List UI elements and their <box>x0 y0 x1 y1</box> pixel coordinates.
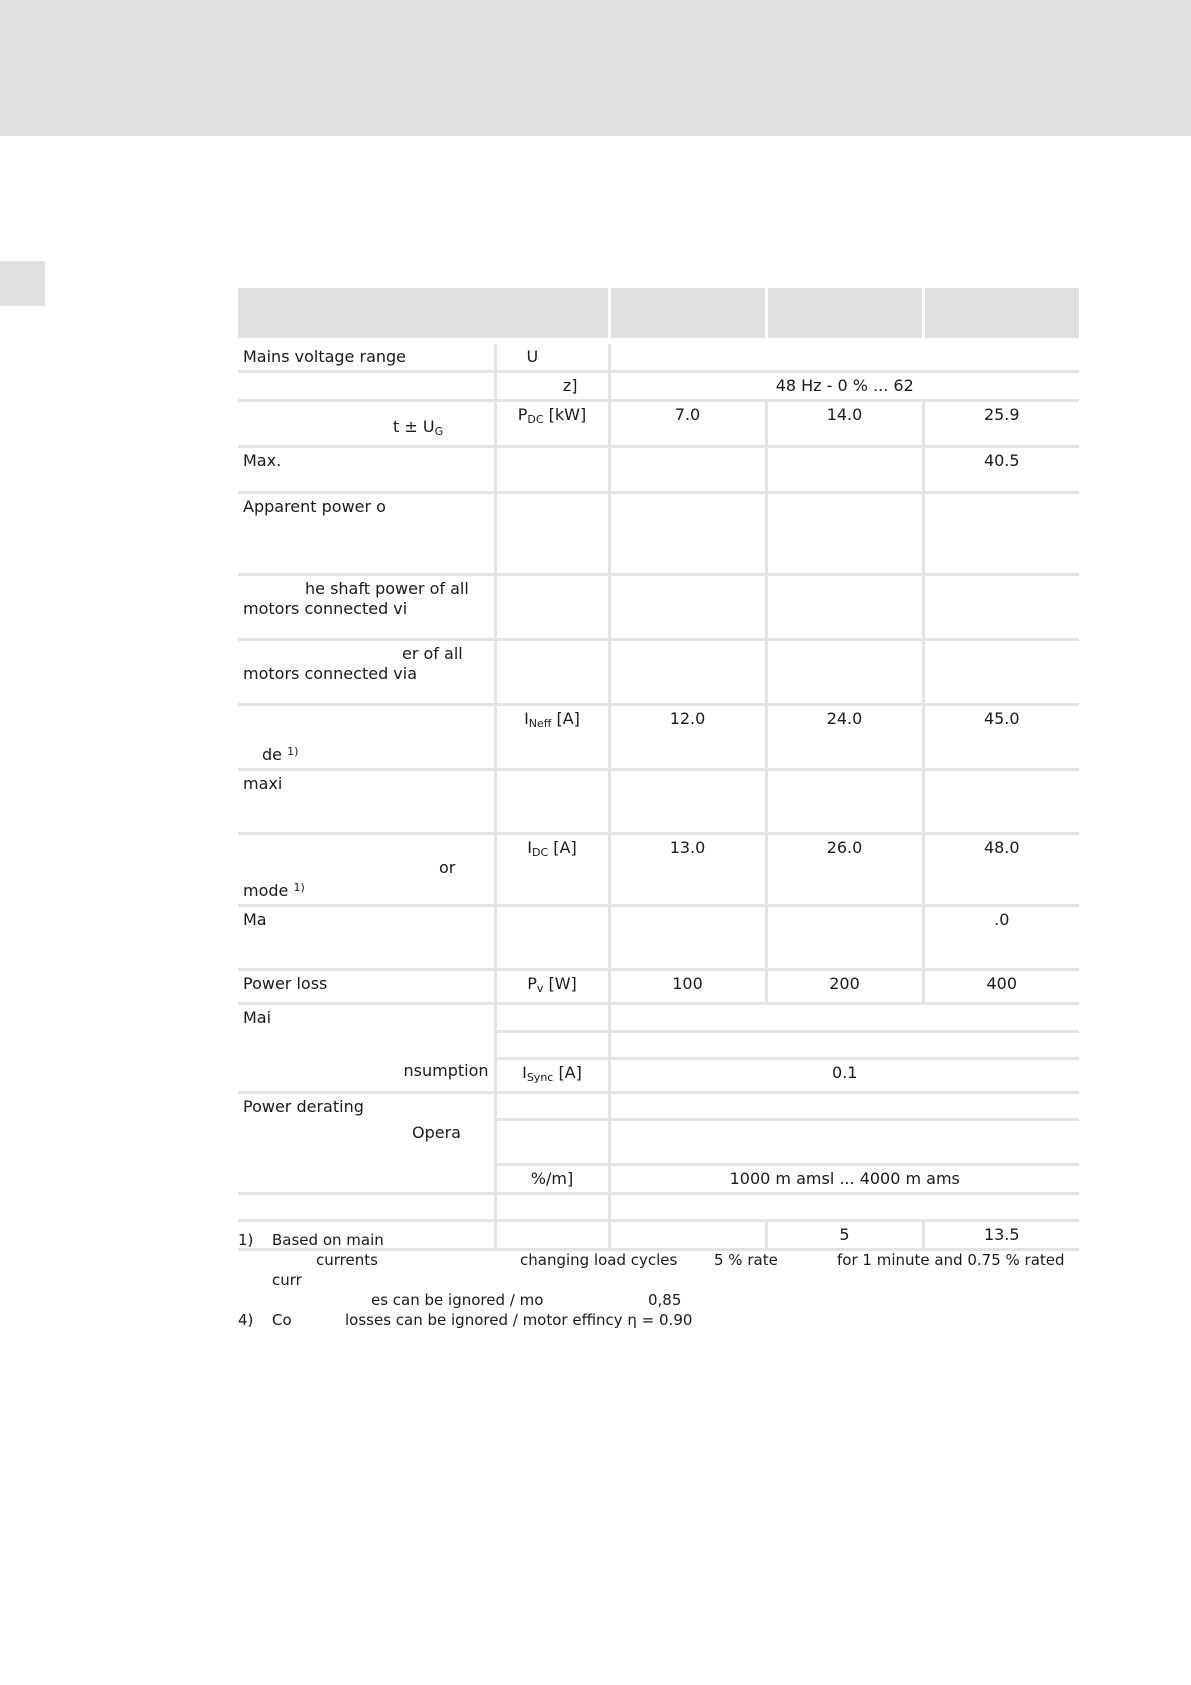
row-label: Ma <box>238 906 495 970</box>
row-value: 5 <box>766 1221 923 1250</box>
table-row <box>238 447 1079 493</box>
row-label <box>238 1031 495 1058</box>
row-label: Apparent power o <box>238 493 495 575</box>
footnote-text: es can be ignored / mo <box>371 1291 544 1309</box>
row-symbol <box>495 1092 609 1120</box>
row-label: Opera <box>412 1122 461 1142</box>
row-symbol <box>495 575 609 640</box>
row-symbol: $P_v$ [W] <box>495 970 609 1004</box>
row-value <box>766 770 923 834</box>
row-value: 40.5 <box>923 447 1079 493</box>
row-label: maxi <box>238 770 495 834</box>
table-row <box>238 341 1079 372</box>
footnote-line <box>238 1290 1079 1310</box>
row-label-line: motors connected via <box>243 664 418 683</box>
footnote-text: 0,85 <box>648 1291 682 1309</box>
row-value <box>923 575 1079 640</box>
table-row <box>238 1165 1079 1194</box>
row-value <box>923 493 1079 575</box>
row-label <box>238 575 495 640</box>
row-value: 48.0 <box>923 834 1079 906</box>
row-symbol: $I_{Neff}$ [A] <box>495 705 609 770</box>
table-row <box>238 1058 1079 1092</box>
table-row <box>238 906 1079 970</box>
row-value <box>609 493 766 575</box>
row-value <box>609 906 766 970</box>
row-label-line: mode $^{1)}$ <box>243 881 305 900</box>
row-label <box>238 372 495 401</box>
table-row <box>238 640 1079 705</box>
row-label: nsumption <box>238 1058 495 1092</box>
table-row <box>238 493 1079 575</box>
footnote-text: for 1 minute and 0.75 % rated <box>837 1251 1065 1269</box>
table-row <box>238 1092 1079 1120</box>
footnote-line <box>238 1250 1079 1270</box>
table-row <box>238 970 1079 1004</box>
footnote-text: curr <box>272 1271 302 1289</box>
table-row <box>238 401 1079 447</box>
footnote-text: changing load cycles <box>520 1251 678 1269</box>
row-value: 13.5 <box>923 1221 1079 1250</box>
row-symbol: $I_{DC}$ [A] <box>495 834 609 906</box>
table-header-row <box>238 288 1079 341</box>
footnote-text: 5 % rate <box>714 1251 778 1269</box>
row-value <box>766 640 923 705</box>
row-label-line: motors connected vi <box>243 599 408 618</box>
row-value: 100 <box>609 970 766 1004</box>
table-row <box>238 1120 1079 1165</box>
row-value: 45.0 <box>923 705 1079 770</box>
footnote-number: 1) <box>238 1231 254 1249</box>
row-symbol <box>495 770 609 834</box>
footnote-text: currents <box>316 1251 378 1269</box>
row-value: 26.0 <box>766 834 923 906</box>
row-value <box>923 640 1079 705</box>
row-value <box>923 770 1079 834</box>
row-value <box>609 1031 1079 1058</box>
row-symbol <box>495 1194 609 1221</box>
row-symbol: $I_{Sync}$ [A] <box>495 1058 609 1092</box>
row-value: 13.0 <box>609 834 766 906</box>
row-label: $t \pm U_G$ <box>238 401 495 447</box>
row-label <box>238 640 495 705</box>
footnote-line <box>238 1230 1079 1250</box>
row-label: Mains voltage range <box>238 341 495 372</box>
table-row <box>238 705 1079 770</box>
row-value <box>609 1120 1079 1165</box>
row-value <box>609 575 766 640</box>
footnote-number: 4) <box>238 1311 254 1329</box>
footnotes <box>238 1230 1079 1330</box>
table-row <box>238 575 1079 640</box>
row-symbol <box>495 493 609 575</box>
row-label: Max. <box>238 447 495 493</box>
footnote-text: losses can be ignored / motor effi <box>345 1311 597 1329</box>
row-value: 1000 m amsl ... 4000 m ams <box>609 1165 1079 1194</box>
header-cell-symbol <box>495 288 609 341</box>
row-value: 200 <box>766 970 923 1004</box>
row-symbol <box>495 906 609 970</box>
footnote-line <box>238 1310 1079 1330</box>
row-value: 48 Hz - 0 % ... 62 <box>609 372 1079 401</box>
footnote-line <box>238 1270 1079 1290</box>
row-value <box>609 1092 1079 1120</box>
table-row <box>238 372 1079 401</box>
header-cell-col1 <box>609 288 766 341</box>
footnote-text: ncy η = 0.90 <box>596 1311 693 1329</box>
header-cell-col2 <box>766 288 923 341</box>
row-value <box>609 640 766 705</box>
header-cell-label <box>238 288 495 341</box>
row-value <box>609 1194 1079 1221</box>
row-value: 14.0 <box>766 401 923 447</box>
table-row <box>238 770 1079 834</box>
row-value: 0.1 <box>609 1058 1079 1092</box>
row-symbol <box>495 1120 609 1165</box>
row-value <box>766 493 923 575</box>
table-row <box>238 834 1079 906</box>
row-value <box>609 447 766 493</box>
table-row <box>238 1031 1079 1058</box>
row-value <box>766 447 923 493</box>
spec-table <box>238 288 1079 1251</box>
row-label-line: or <box>439 858 456 877</box>
chapter-tab <box>0 261 45 306</box>
row-symbol: %/m] <box>495 1165 609 1194</box>
row-value: 25.9 <box>923 401 1079 447</box>
row-value: 7.0 <box>609 401 766 447</box>
row-label <box>238 1194 495 1221</box>
row-value: 12.0 <box>609 705 766 770</box>
row-label-line: er of all <box>402 644 463 663</box>
footnote-text: Co <box>272 1311 292 1329</box>
row-symbol <box>495 640 609 705</box>
row-symbol <box>495 1004 609 1032</box>
row-label-line: he shaft power of all <box>305 579 469 598</box>
footnote-text: Based on main <box>272 1231 384 1249</box>
row-symbol: $P_{DC}$ [kW] <box>495 401 609 447</box>
header-band <box>0 0 1191 136</box>
row-label: de $^{1)}$ <box>238 705 495 770</box>
row-value: 24.0 <box>766 705 923 770</box>
row-value: 400 <box>923 970 1079 1004</box>
row-label <box>238 834 495 906</box>
row-value <box>609 770 766 834</box>
table-row <box>238 1194 1079 1221</box>
row-value <box>609 1004 1079 1032</box>
row-symbol <box>495 1031 609 1058</box>
header-cell-col3 <box>923 288 1079 341</box>
row-symbol: z] <box>495 372 609 401</box>
row-label: Power derating <box>243 1096 364 1116</box>
row-value <box>766 575 923 640</box>
row-label <box>238 1165 495 1194</box>
row-label: Power loss <box>238 970 495 1004</box>
table-row <box>238 1004 1079 1032</box>
row-value <box>766 906 923 970</box>
row-symbol <box>495 447 609 493</box>
row-value: .0 <box>923 906 1079 970</box>
row-value <box>609 341 1079 372</box>
row-symbol: U <box>495 341 609 372</box>
row-label: Mai <box>243 1008 272 1027</box>
